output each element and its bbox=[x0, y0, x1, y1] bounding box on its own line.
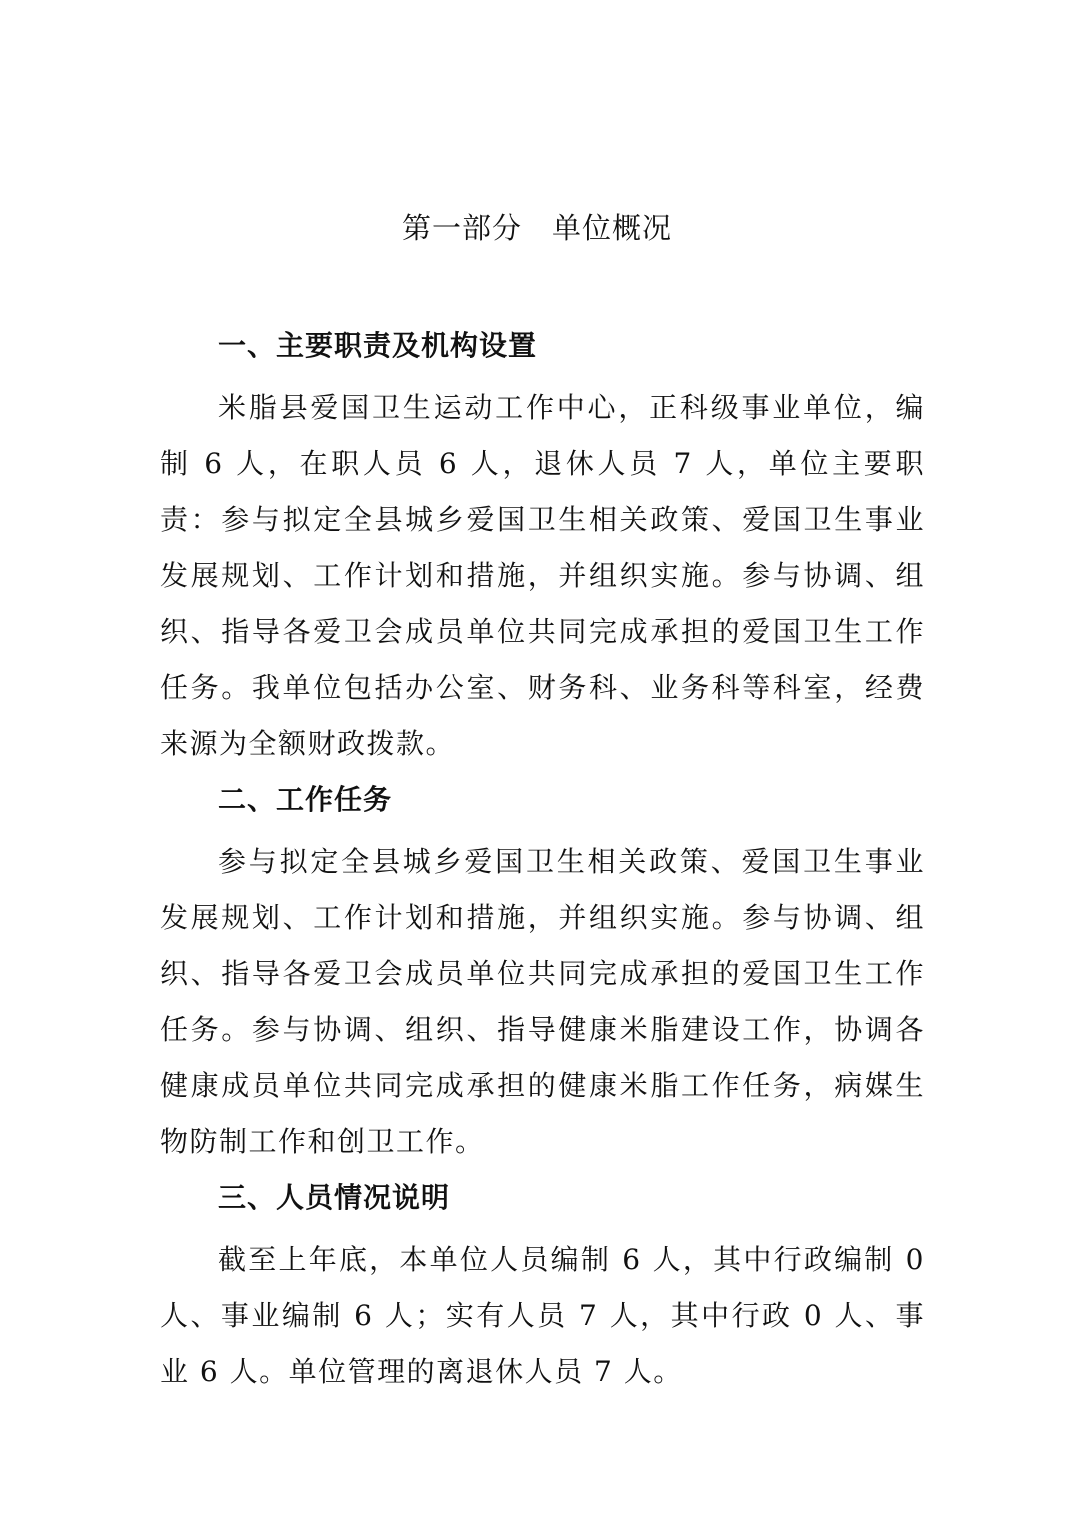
section-paragraph-tasks: 参与拟定全县城乡爱国卫生相关政策、爱国卫生事业发展规划、工作计划和措施，并组织实施。参与协调、组织、指导各爱卫会成员单位共同完成承担的爱国卫生工作任务。参与协调、组织、指导健康米脂建设工作，协调各健康成员单位共同完成承担的健康米脂工作任务，病媒生物防制工作和创卫工作。 bbox=[160, 845, 925, 1158]
title-part: 第一部分 bbox=[401, 211, 522, 245]
section-paragraph-duties: 米脂县爱国卫生运动工作中心，正科级事业单位，编制 6 人，在职人员 6 人，退休人员 7 人，单位主要职责：参与拟定全县城乡爱国卫生相关政策、爱国卫生事业发展规划、工作计划和措施，并组织实施。参与协调、组织、指导各爱卫会成员单位共同完成承担的爱国卫生工作任务。我单位包括办公室、财务科、业务科等科室，经费来源为全额财政拨款。 bbox=[160, 391, 925, 760]
document-body bbox=[160, 318, 925, 1400]
section-heading-duties: 一、主要职责及机构设置 bbox=[218, 329, 538, 362]
section-heading-staff: 三、人员情况说明 bbox=[218, 1181, 451, 1214]
section-paragraph-staff: 截至上年底，本单位人员编制 6 人，其中行政编制 0 人、事业编制 6 人；实有人员 7 人，其中行政 0 人、事业 6 人。单位管理的离退休人员 7 人。 bbox=[160, 1243, 925, 1388]
page-title bbox=[0, 208, 1074, 248]
section-heading-tasks: 二、工作任务 bbox=[218, 783, 393, 816]
title-subject: 单位概况 bbox=[552, 211, 673, 245]
